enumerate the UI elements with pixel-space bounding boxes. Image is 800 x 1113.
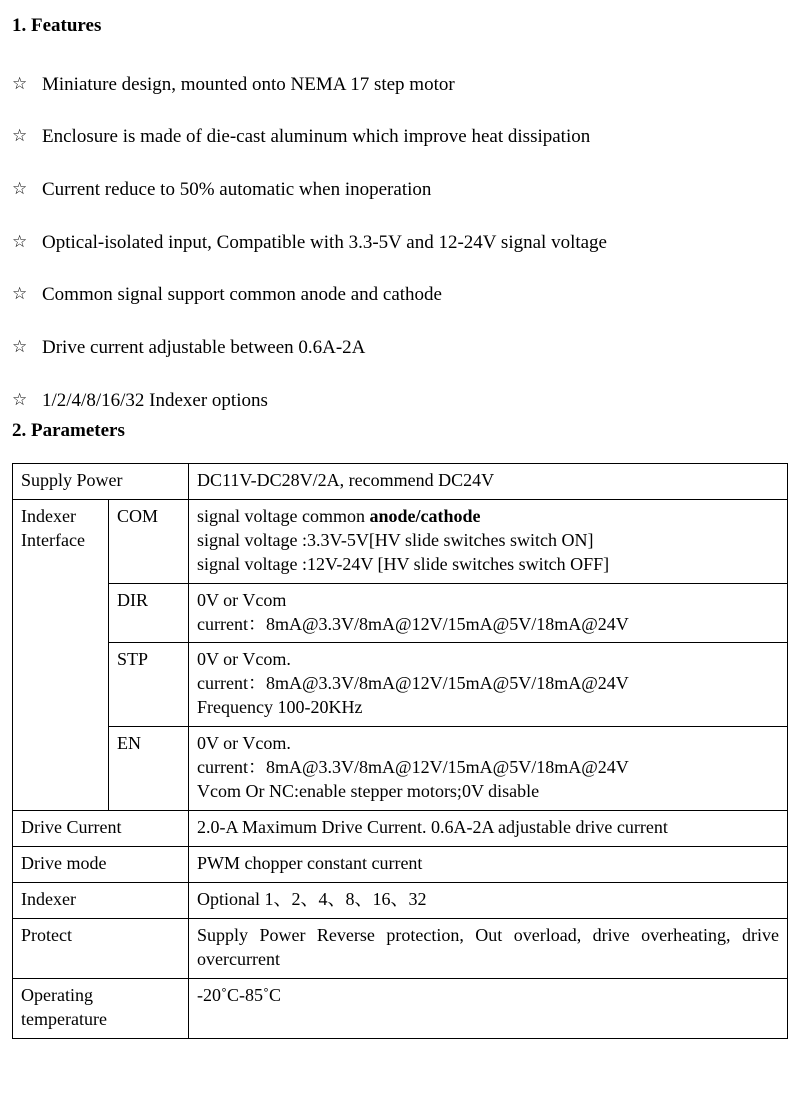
list-item bbox=[12, 335, 788, 361]
table-row bbox=[13, 882, 788, 918]
table-row bbox=[13, 811, 788, 847]
stp-line-2: current：8mA@3.3V/8mA@12V/15mA@5V/18mA@24V bbox=[197, 673, 629, 694]
row-label-operating-temperature bbox=[13, 978, 189, 1038]
row-label-line2: temperature bbox=[21, 1008, 107, 1029]
star-icon: ☆ bbox=[12, 389, 28, 409]
en-line-3: Vcom Or NC:enable stepper motors;0V disable bbox=[197, 781, 540, 802]
star-icon: ☆ bbox=[12, 231, 28, 251]
table-row bbox=[13, 918, 788, 978]
table-row bbox=[13, 463, 788, 499]
row-label-line1: Operating bbox=[21, 984, 93, 1005]
row-value-drive-mode: PWM chopper constant current bbox=[189, 847, 788, 883]
dir-line-2: current：8mA@3.3V/8mA@12V/15mA@5V/18mA@24V bbox=[197, 613, 629, 634]
list-item bbox=[12, 230, 788, 256]
parameters-table bbox=[12, 463, 788, 1039]
feature-text: Miniature design, mounted onto NEMA 17 step motor bbox=[42, 73, 455, 95]
row-value-com bbox=[189, 499, 788, 583]
feature-text: Common signal support common anode and cathode bbox=[42, 284, 442, 306]
list-item bbox=[12, 72, 788, 98]
features-list bbox=[12, 72, 788, 413]
features-section-title: 1. Features bbox=[12, 15, 102, 36]
dir-line-1: 0V or Vcom bbox=[197, 589, 287, 610]
row-value-dir bbox=[189, 583, 788, 643]
row-value-drive-current: 2.0-A Maximum Drive Current. 0.6A-2A adjustable drive current bbox=[189, 811, 788, 847]
feature-text: Enclosure is made of die-cast aluminum which improve heat dissipation bbox=[42, 126, 591, 148]
list-item bbox=[12, 177, 788, 203]
row-value-protect: Supply Power Reverse protection, Out overload, drive overheating, drive overcurrent bbox=[189, 918, 788, 978]
row-label-drive-mode: Drive mode bbox=[13, 847, 189, 883]
star-icon: ☆ bbox=[12, 336, 28, 356]
row-label-indexer-interface bbox=[13, 499, 109, 810]
row-value-indexer: Optional 1、2、4、8、16、32 bbox=[189, 882, 788, 918]
row-value-operating-temperature: -20˚C-85˚C bbox=[189, 978, 788, 1038]
row-label-supply-power: Supply Power bbox=[13, 463, 189, 499]
star-icon: ☆ bbox=[12, 73, 28, 93]
sub-label-dir: DIR bbox=[109, 583, 189, 643]
com-line-1-prefix: signal voltage common bbox=[197, 505, 370, 526]
stp-line-1: 0V or Vcom. bbox=[197, 649, 291, 670]
star-icon: ☆ bbox=[12, 126, 28, 146]
feature-text: Current reduce to 50% automatic when inoperation bbox=[42, 178, 432, 200]
row-label-line2: Interface bbox=[21, 529, 85, 550]
feature-text: Drive current adjustable between 0.6A-2A bbox=[42, 336, 366, 358]
en-line-2: current：8mA@3.3V/8mA@12V/15mA@5V/18mA@24V bbox=[197, 757, 629, 778]
table-row bbox=[13, 499, 788, 583]
feature-text: 1/2/4/8/16/32 Indexer options bbox=[42, 389, 268, 411]
table-row bbox=[13, 643, 788, 727]
list-item bbox=[12, 282, 788, 308]
row-label-indexer: Indexer bbox=[13, 882, 189, 918]
table-row bbox=[13, 847, 788, 883]
row-value-stp bbox=[189, 643, 788, 727]
table-row bbox=[13, 727, 788, 811]
row-value-supply-power: DC11V-DC28V/2A, recommend DC24V bbox=[189, 463, 788, 499]
com-line-1 bbox=[197, 505, 779, 529]
parameters-section-title: 2. Parameters bbox=[12, 420, 125, 442]
list-item bbox=[12, 124, 788, 150]
table-row bbox=[13, 978, 788, 1038]
star-icon: ☆ bbox=[12, 178, 28, 198]
list-item bbox=[12, 388, 788, 414]
table-row bbox=[13, 583, 788, 643]
sub-label-com: COM bbox=[109, 499, 189, 583]
sub-label-stp: STP bbox=[109, 643, 189, 727]
stp-line-3: Frequency 100-20KHz bbox=[197, 697, 363, 718]
en-line-1: 0V or Vcom. bbox=[197, 733, 291, 754]
row-label-line1: Indexer bbox=[21, 505, 76, 526]
row-label-protect: Protect bbox=[13, 918, 189, 978]
sub-label-en: EN bbox=[109, 727, 189, 811]
row-label-drive-current: Drive Current bbox=[13, 811, 189, 847]
com-line-1-bold: anode/cathode bbox=[369, 505, 481, 526]
row-value-en bbox=[189, 727, 788, 811]
feature-text: Optical-isolated input, Compatible with 3.3-5V and 12-24V signal voltage bbox=[42, 231, 607, 253]
com-line-2: signal voltage :3.3V-5V[HV slide switches switch ON] bbox=[197, 529, 594, 550]
com-line-3: signal voltage :12V-24V [HV slide switches switch OFF] bbox=[197, 553, 610, 574]
star-icon: ☆ bbox=[12, 284, 28, 304]
